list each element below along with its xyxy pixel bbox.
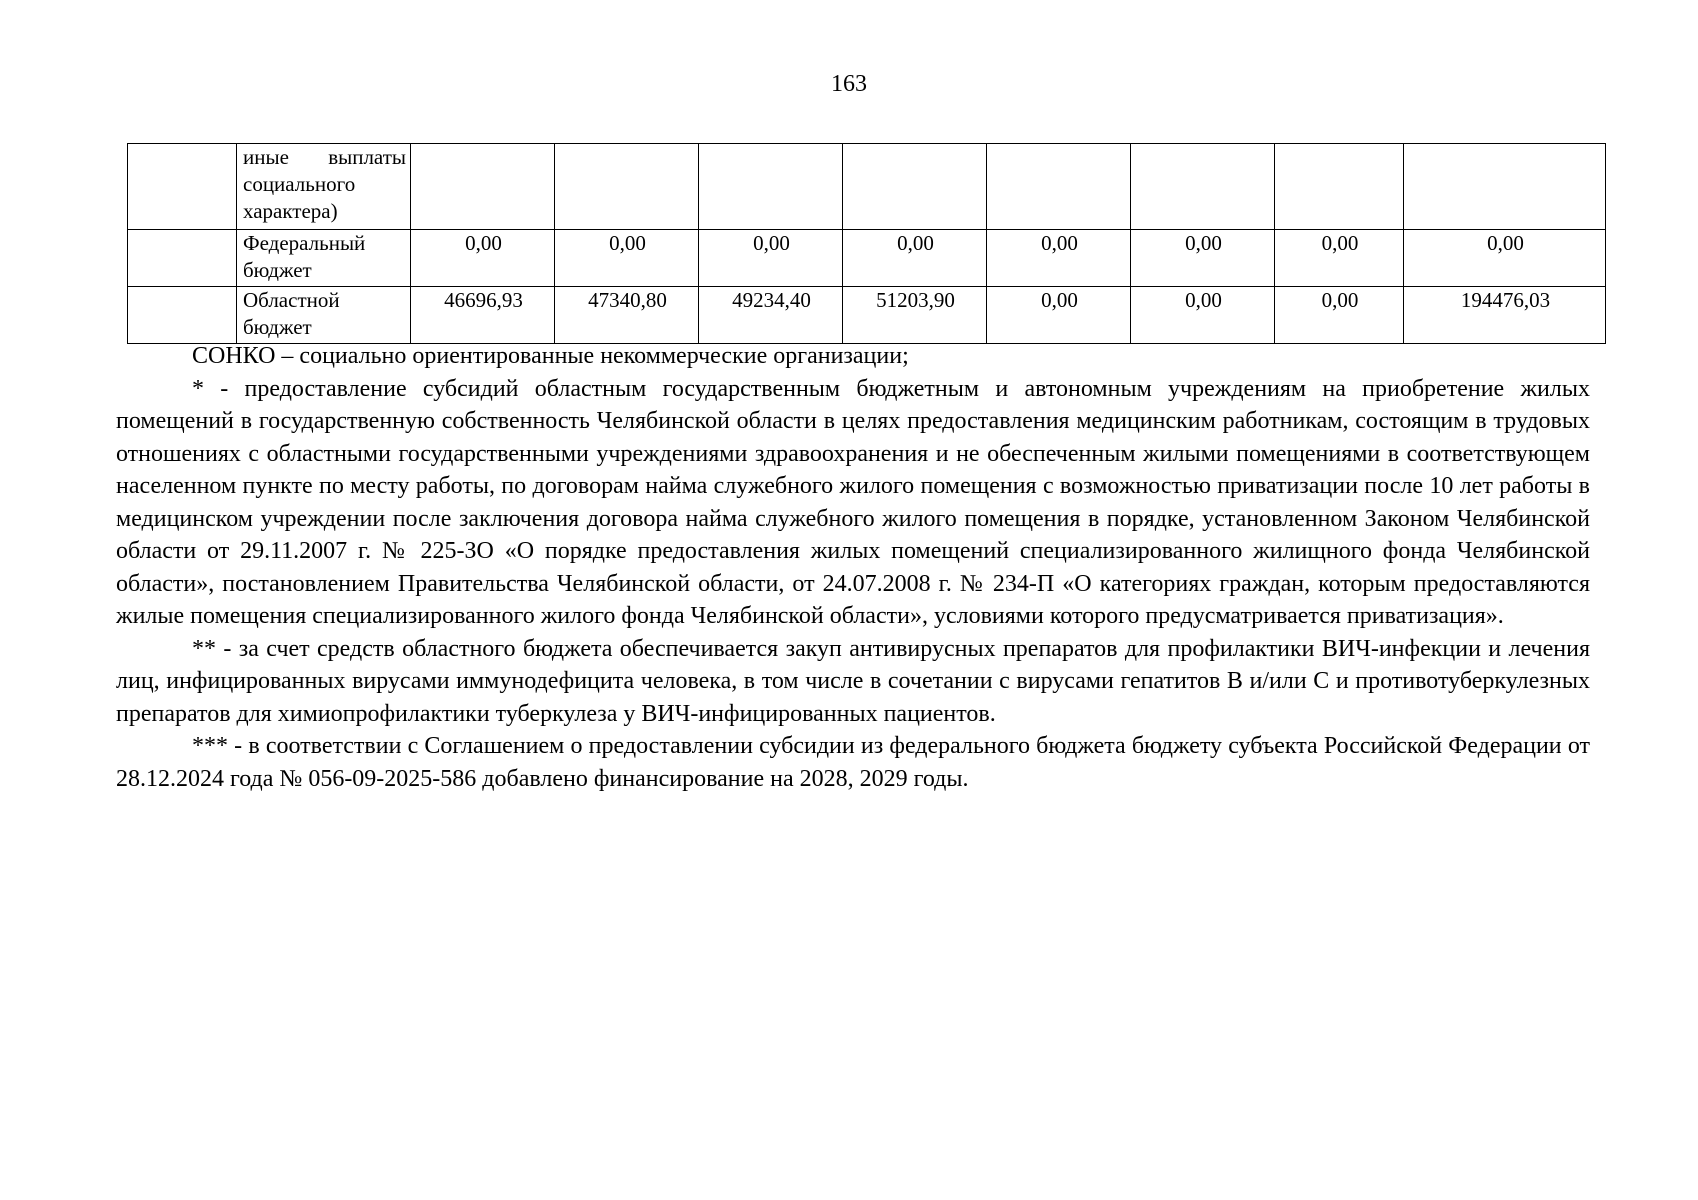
- table-cell: 0,00: [1275, 287, 1404, 344]
- table-cell: [699, 144, 843, 230]
- table-cell: [843, 144, 987, 230]
- table-row: [128, 287, 1606, 344]
- table-cell: 0,00: [987, 287, 1131, 344]
- footnotes: [116, 340, 1590, 795]
- table-cell: 0,00: [987, 230, 1131, 287]
- table-cell: [987, 144, 1131, 230]
- table-cell: 0,00: [843, 230, 987, 287]
- table-cell: 0,00: [1131, 287, 1275, 344]
- table-cell: [555, 144, 699, 230]
- table-cell: 51203,90: [843, 287, 987, 344]
- table-cell: 0,00: [555, 230, 699, 287]
- table-row: [128, 230, 1606, 287]
- table-cell: 49234,40: [699, 287, 843, 344]
- table-row-label: Федеральный бюджет: [237, 230, 411, 287]
- footnote-single-asterisk: * - предоставление субсидий областным государственным бюджетным и автономным учреждениям на приобретение жилых помещений в государственную собственность Челябинской области в целях предоставления медицинским работникам, состоящим в трудовых отношениях с областными государственными учреждениями здравоохранения и не обеспеченным жилыми помещениями в соответствующем населенном пункте по месту работы, по договорам найма служебного жилого помещения с возможностью приватизации после 10 лет работы в медицинском учреждении после заключения договора найма служебного жилого помещения в порядке, установленном Законом Челябинской области от 29.11.2007 г. № 225-ЗО «О порядке предоставления жилых помещений специализированного жилищного фонда Челябинской области», постановлением Правительства Челябинской области, от 24.07.2008 г. № 234-П «О категориях граждан, которым предоставляются жилые помещения специализированного жилого фонда Челябинской области», условиями которого предусматривается приватизация».: [116, 375, 1590, 629]
- table-cell: [1404, 144, 1606, 230]
- table-cell-empty: [128, 230, 237, 287]
- budget-table: [127, 143, 1606, 344]
- abbreviation-note: СОНКО – социально ориентированные некоммерческие организации;: [192, 343, 909, 369]
- table-row-label: Областной бюджет: [237, 287, 411, 344]
- footnote-double-asterisk: ** - за счет средств областного бюджета обеспечивается закуп антивирусных препаратов для профилактики ВИЧ-инфекции и лечения лиц, инфицированных вирусами иммунодефицита человека, в том числе в сочетании с вирусами гепатитов В и/или С и противотуберкулезных препаратов для химиопрофилактики туберкулеза у ВИЧ-инфицированных пациентов.: [116, 635, 1590, 727]
- table-cell-empty: [128, 287, 237, 344]
- table-cell: 0,00: [1404, 230, 1606, 287]
- table-cell: 0,00: [1275, 230, 1404, 287]
- table-row-label: иные выплаты социального характера): [237, 144, 411, 230]
- table-cell: 47340,80: [555, 287, 699, 344]
- table-cell: [1275, 144, 1404, 230]
- table-cell: [411, 144, 555, 230]
- footnote-triple-asterisk: *** - в соответствии с Соглашением о предоставлении субсидии из федерального бюджета бюджету субъекта Российской Федерации от 28.12.2024 года № 056-09-2025-586 добавлено финансирование на 2028, 2029 годы.: [116, 733, 1590, 792]
- table-cell: 0,00: [1131, 230, 1275, 287]
- table-cell: [1131, 144, 1275, 230]
- page-number: 163: [831, 71, 867, 97]
- table-row: [128, 144, 1606, 230]
- table-cell: 0,00: [411, 230, 555, 287]
- table-cell-empty: [128, 144, 237, 230]
- table-cell: 46696,93: [411, 287, 555, 344]
- table-cell: 194476,03: [1404, 287, 1606, 344]
- table-cell: 0,00: [699, 230, 843, 287]
